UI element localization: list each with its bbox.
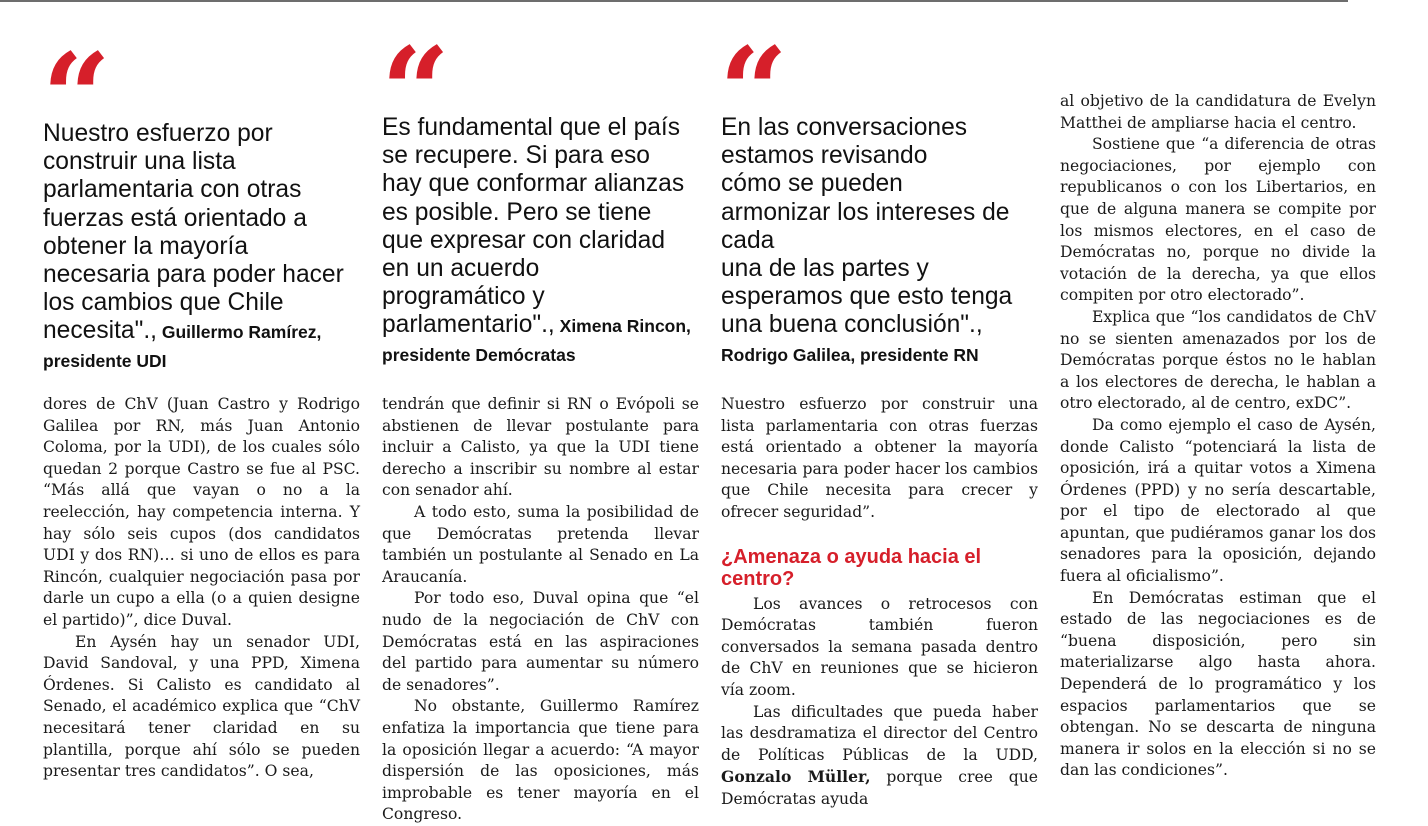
paragraph: Nuestro esfuerzo por construir una lista parlamentaria con otras fuerzas está orientado a obtener la mayoría necesaria para poder hacer los cambios que Chile necesita para crecer y ofrecer seguridad”.: [721, 395, 1038, 521]
pull-quote-2: [382, 114, 702, 368]
pull-quote-text: En las conversaciones estamos revisando cómo se pueden armonizar los intereses de cada una de las partes y esperamos que esto tenga una buena conclusión".,: [721, 114, 1013, 339]
pull-quote-role: presidente UDI: [43, 350, 167, 371]
pull-quote-name: Guillermo Ramírez,: [157, 322, 322, 343]
paragraph: Da como ejemplo el caso de Aysén, donde Calisto “potenciará la lista de oposición, irá a quitar votos a Ximena Órdenes (PPD) y no sería descartable, por el tipo de electorado al que apuntan, que pudiéramos ganar los dos senadores para la oposición, dejando fuera al oficialismo”.: [1060, 415, 1376, 586]
person-name: Gonzalo Müller,: [721, 767, 871, 787]
pull-quote-3: [721, 114, 1041, 368]
pull-quote-text: Es fundamental que el país se recupere. Si para eso hay que conformar alianzas es posible. Pero se tiene que expresar con claridad en un acuerdo programático y parlamentario".,: [382, 114, 685, 339]
paragraph-text: Las dificultades que pueda haber las desdramatiza el director del Centro de Políticas Públicas de la UDD,: [721, 702, 1038, 764]
article-column-3: [721, 394, 1038, 811]
pull-quote-1: [43, 120, 363, 374]
paragraph: Sostiene que “a diferencia de otras negociaciones, por ejemplo con republicanos o con los Libertarios, en que de alguna manera se compite por los mismos electores, en el caso de Demócratas no, porque no divide la votación de la derecha, ya que ellos compiten por otro electorado”.: [1060, 135, 1376, 305]
quote-mark-icon: “: [381, 21, 445, 162]
pull-quote-role: Rodrigo Galilea, presidente RN: [721, 344, 979, 365]
quote-mark-icon: “: [42, 27, 106, 168]
paragraph: Explica que “los candidatos de ChV no se sienten amenazados por los de Demócratas porque éstos no le hablan a los electores de derecha, le hablan a otro electorado, al de centro, exDC”.: [1060, 307, 1376, 413]
paragraph: [721, 702, 1038, 811]
article-column-4: [1060, 91, 1376, 782]
paragraph: Los avances o retrocesos con Demócratas también fueron conversados la semana pasada dentro de ChV en reuniones que se hicieron vía zoom.: [721, 594, 1038, 699]
paragraph-text: porque cree que Demócratas ayuda: [721, 768, 1038, 808]
article-column-2: [382, 394, 699, 826]
paragraph: A todo esto, suma la posibilidad de que Demócratas pretenda llevar también un postulante al Senado en La Araucanía.: [382, 502, 699, 586]
paragraph: En Demócratas estiman que el estado de las negociaciones es de “buena disposición, pero sin materializarse algo hasta ahora. Dependerá de lo programático y los espacios parlamentarios que se obtengan. No se descarta de ninguna manera ir solos en la elección si no se dan las condiciones”.: [1060, 588, 1376, 780]
paragraph: al objetivo de la candidatura de Evelyn Matthei de ampliarse hacia el centro.: [1060, 92, 1376, 132]
pull-quote-role: presidente Demócratas: [382, 344, 576, 365]
paragraph: dores de ChV (Juan Castro y Rodrigo Galilea por RN, más Juan Antonio Coloma, por la UDI), de los cuales sólo quedan 2 porque Castro se fue al PSC. “Más allá que vayan o no a la reelección, hay competencia interna. Y hay sólo seis cupos (dos candidatos UDI y dos RN)… si uno de ellos es para Rincón, cualquier negociación pasa por darle un cupo a ella (o a quien designe el partido)”, dice Duval.: [43, 395, 360, 629]
paragraph: Por todo eso, Duval opina que “el nudo de la negociación de ChV con Demócratas está en las aspiraciones del partido para aumentar su número de senadores”.: [382, 589, 699, 694]
top-rule: [0, 0, 1348, 2]
pull-quote-text: Nuestro esfuerzo por construir una lista parlamentaria con otras fuerzas está orientado a obtener la mayoría necesaria para poder hacer los cambios que Chile necesita".,: [43, 120, 344, 345]
article-column-1: [43, 394, 360, 783]
quote-mark-icon: “: [719, 21, 783, 162]
paragraph: No obstante, Guillermo Ramírez enfatiza la importancia que tiene para la oposición llegar a acuerdo: “A mayor dispersión de las oposiciones, más improbable es tener mayoría en el Congreso.: [382, 697, 699, 824]
paragraph: En Aysén hay un senador UDI, David Sandoval, y una PPD, Ximena Órdenes. Si Calisto es candidato al Senado, el académico explica que “ChV necesitará tener claridad en su plantilla, porque ahí sólo se pueden presentar tres candidatos”. O sea,: [43, 632, 360, 781]
paragraph: tendrán que definir si RN o Evópoli se abstienen de llevar postulante para incluir a Calisto, ya que la UDI tiene derecho a inscribir su nombre al estar con senador ahí.: [382, 395, 699, 500]
pull-quote-name: Ximena Rincon,: [554, 316, 691, 337]
section-subheading: ¿Amenaza o ayuda hacia el centro?: [721, 545, 982, 590]
